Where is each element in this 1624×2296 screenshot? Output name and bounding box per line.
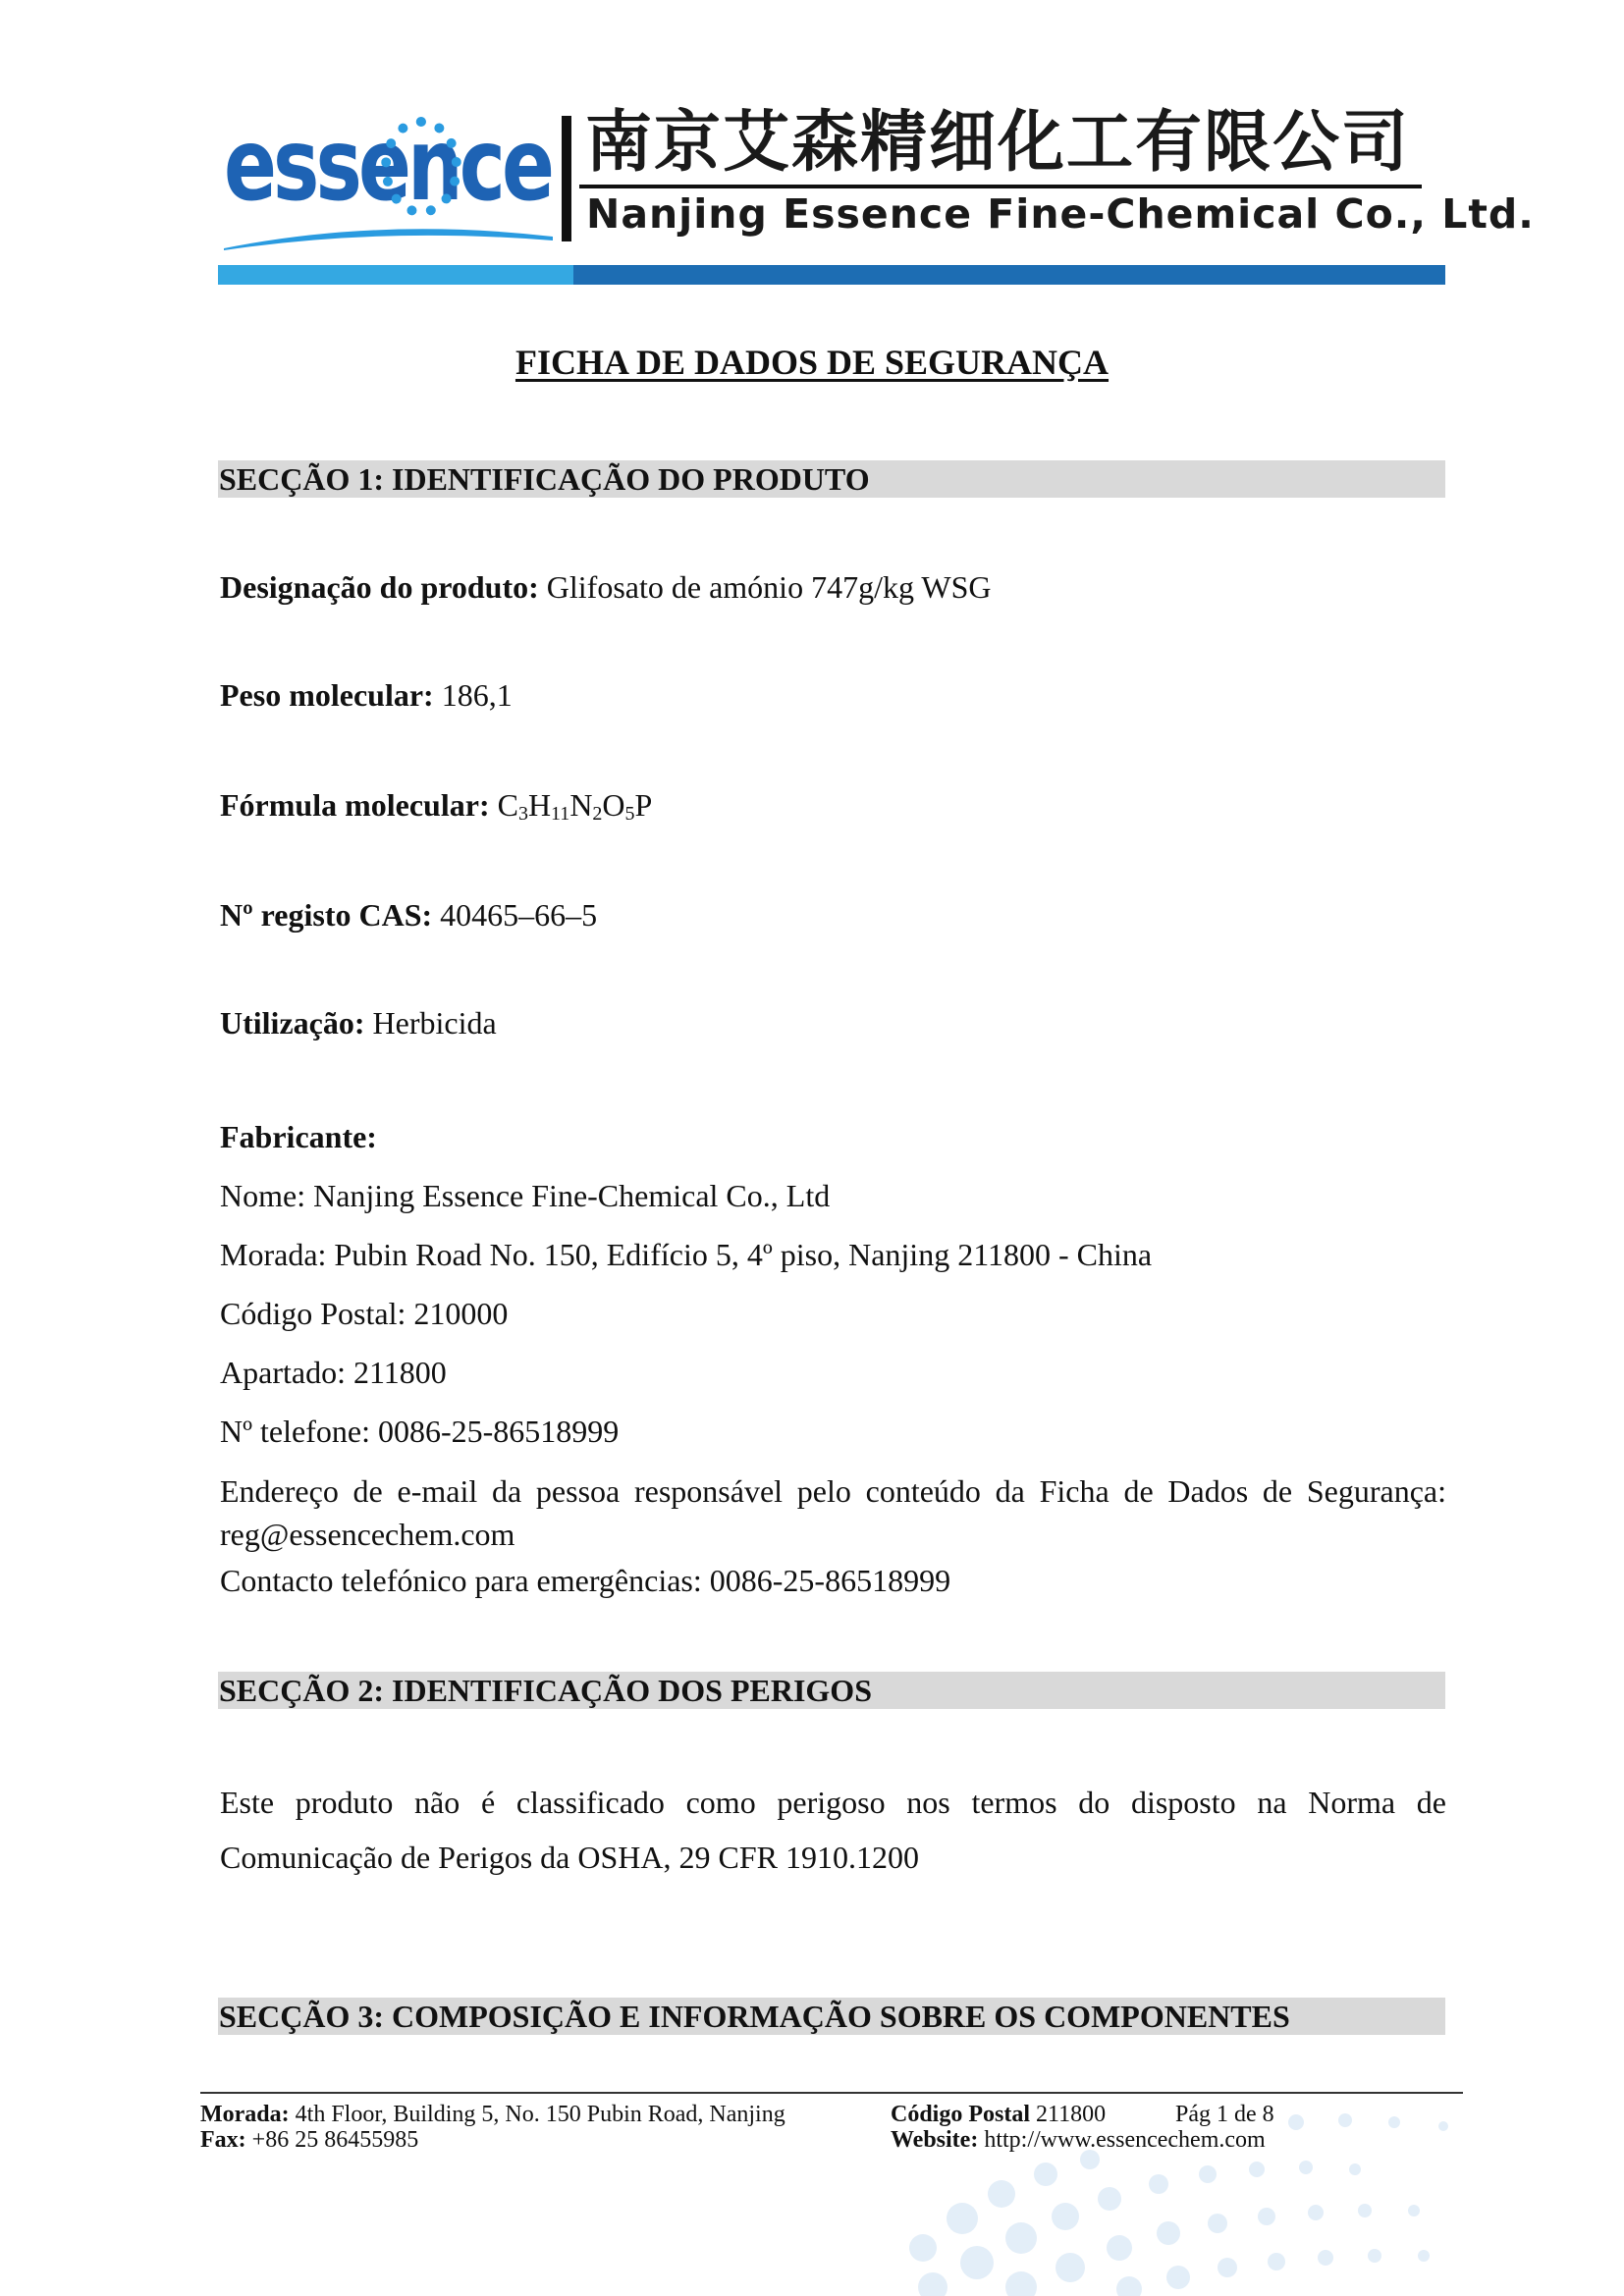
emergency-contact: Contacto telefónico para emergências: 0086-25-86518999 <box>220 1563 951 1598</box>
footer-website <box>891 2126 1266 2154</box>
cas-number-value: 40465–66–5 <box>440 897 598 933</box>
footer-rule <box>200 2092 1463 2094</box>
logo-wordmark: essence <box>224 107 552 224</box>
footer-fax <box>200 2126 418 2154</box>
footer-address-label: Morada: <box>200 2102 290 2127</box>
molecular-formula <box>220 785 652 833</box>
page-number: Pág 1 de 8 <box>1175 2102 1274 2127</box>
document-title: FICHA DE DADOS DE SEGURANÇA <box>514 343 1110 382</box>
molecular-weight <box>220 675 513 715</box>
company-name-english: Nanjing Essence Fine-Chemical Co., Ltd. <box>586 190 1535 238</box>
footer-address <box>200 2101 785 2128</box>
section-1-heading: SECÇÃO 1: IDENTIFICAÇÃO DO PRODUTO <box>219 461 870 497</box>
responsible-email: Endereço de e-mail da pessoa responsável pelo conteúdo da Ficha de Dados de Segurança: reg@essencechem.com <box>220 1473 1446 1552</box>
manufacturer-heading: Fabricante: <box>220 1119 377 1154</box>
manufacturer-address: Morada: Pubin Road No. 150, Edifício 5, 4º piso, Nanjing 211800 - China <box>220 1237 1153 1272</box>
footer-postal-value: 211800 <box>1036 2102 1107 2127</box>
molecular-formula-value: $C_3H_{11}N_2O_5P$ <box>497 787 653 825</box>
molecular-weight-label: Peso molecular: <box>220 677 434 713</box>
product-designation-value: Glifosato de amónio 747g/kg WSG <box>546 569 992 605</box>
product-designation-label: Designação do produto: <box>220 569 539 605</box>
footer-website-link[interactable]: http://www.essencechem.com <box>984 2127 1266 2153</box>
footer-postal-label: Código Postal <box>891 2102 1031 2127</box>
molecular-weight-value: 186,1 <box>441 677 513 713</box>
molecular-formula-label: Fórmula molecular: <box>220 787 490 823</box>
company-name-rule <box>579 185 1422 188</box>
footer-fax-value: +86 25 86455985 <box>251 2127 419 2153</box>
footer-website-label: Website: <box>891 2127 979 2153</box>
manufacturer-name: Nome: Nanjing Essence Fine-Chemical Co., Ltd <box>220 1178 831 1213</box>
manufacturer-po-box: Apartado: 211800 <box>220 1355 447 1390</box>
manufacturer-phone: Nº telefone: 0086-25-86518999 <box>220 1414 620 1449</box>
company-logo <box>224 107 553 250</box>
product-use <box>220 1003 497 1042</box>
logo-dotted-circle-icon <box>381 117 461 217</box>
logo-swoosh-icon <box>224 223 553 250</box>
cas-number-label: Nº registo CAS: <box>220 897 433 933</box>
section-3-heading: SECÇÃO 3: COMPOSIÇÃO E INFORMAÇÃO SOBRE OS COMPONENTES <box>219 1999 1290 2034</box>
footer-fax-label: Fax: <box>200 2127 246 2153</box>
header-divider <box>562 116 571 241</box>
footer-postal-code <box>891 2101 1106 2128</box>
header-color-band <box>218 265 1445 285</box>
hazard-statement: Este produto não é classificado como perigoso nos termos do disposto na Norma de Comunicação de Perigos da OSHA, 29 CFR 1910.1200 <box>220 1785 1446 1875</box>
manufacturer-postal-code: Código Postal: 210000 <box>220 1296 509 1331</box>
footer-address-value: 4th Floor, Building 5, No. 150 Pubin Road, Nanjing <box>295 2102 785 2127</box>
company-name-chinese: 南京艾森精细化工有限公司 <box>585 104 1411 182</box>
product-use-label: Utilização: <box>220 1005 365 1041</box>
header-band-light <box>218 265 573 285</box>
product-designation <box>220 567 991 607</box>
cas-number <box>220 895 597 934</box>
header-band-dark <box>573 265 1445 285</box>
section-2-heading: SECÇÃO 2: IDENTIFICAÇÃO DOS PERIGOS <box>219 1673 872 1708</box>
product-use-value: Herbicida <box>372 1005 497 1041</box>
